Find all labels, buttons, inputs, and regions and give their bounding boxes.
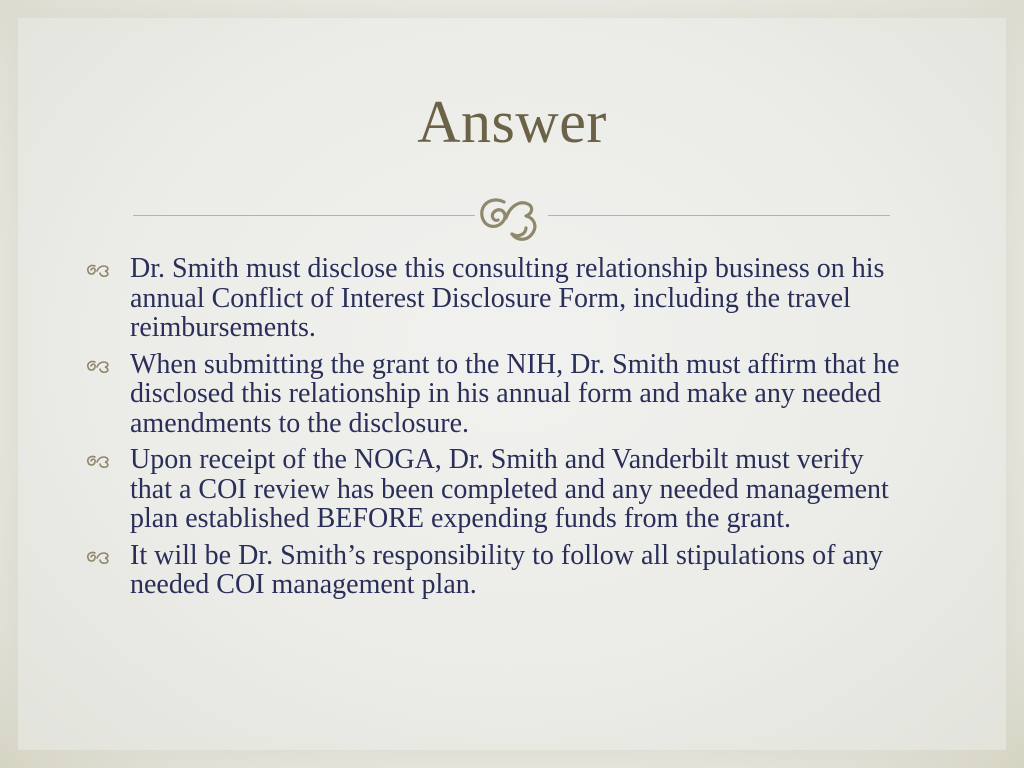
bullet-item bbox=[130, 541, 910, 600]
flourish-bullet-icon bbox=[86, 454, 110, 468]
bullet-text: When submitting the grant to the NIH, Dr. Smith must affirm that he disclosed this relationship in his annual form and make any needed amendments to the disclosure. bbox=[130, 348, 900, 439]
bullet-text: Upon receipt of the NOGA, Dr. Smith and Vanderbilt must verify that a COI review has been completed and any needed management plan established BEFORE expending funds from the grant. bbox=[130, 444, 889, 534]
title-divider-left bbox=[133, 215, 475, 216]
flourish-ornament-icon bbox=[474, 188, 550, 242]
title-divider-right bbox=[548, 215, 890, 216]
bullet-text: Dr. Smith must disclose this consulting relationship business on his annual Conflict of Interest Disclosure Form, including the travel reimbursements. bbox=[130, 253, 885, 343]
bullet-item bbox=[130, 350, 910, 439]
flourish-bullet-icon bbox=[86, 263, 110, 277]
bullet-text: It will be Dr. Smith’s responsibility to follow all stipulations of any needed COI management plan. bbox=[130, 539, 883, 600]
bullet-list bbox=[130, 254, 910, 607]
flourish-bullet-icon bbox=[86, 359, 110, 373]
bullet-item bbox=[130, 445, 910, 534]
flourish-bullet-icon bbox=[86, 550, 110, 564]
slide-title: Answer bbox=[417, 89, 607, 155]
bullet-item bbox=[130, 254, 910, 343]
